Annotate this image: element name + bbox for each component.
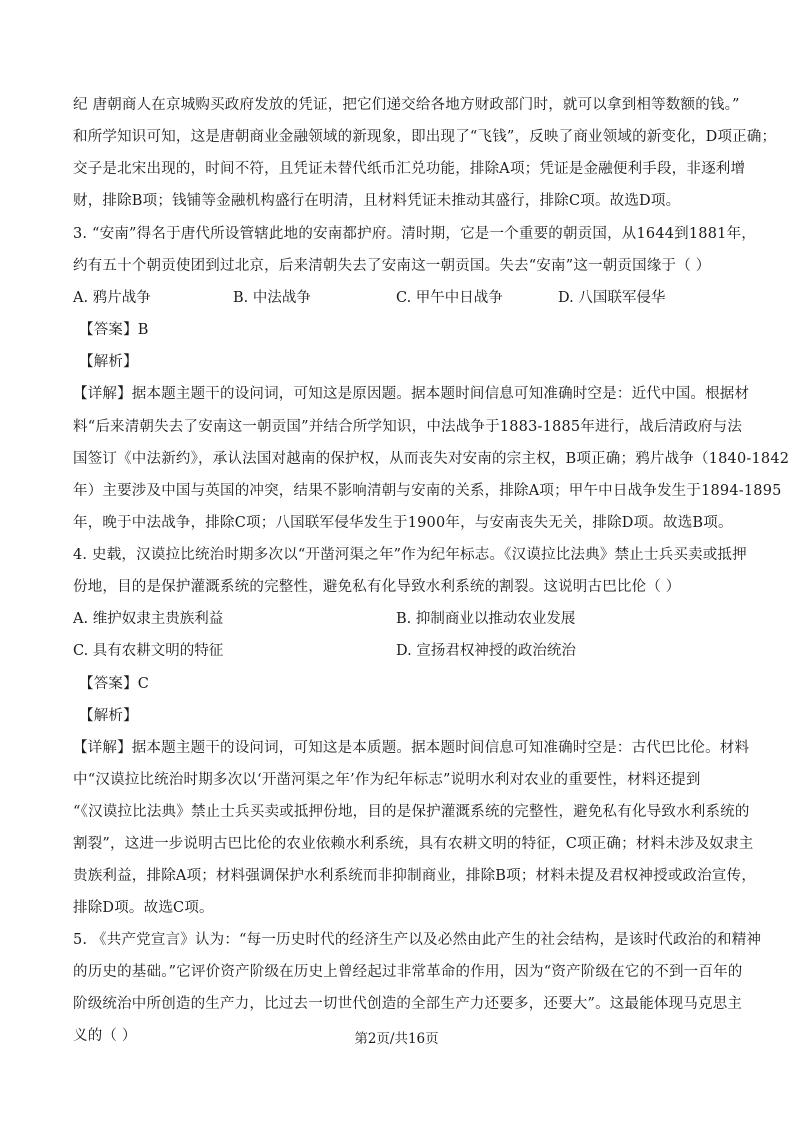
- explanation-line: 年）主要涉及中国与英国的冲突，结果不影响清朝与安南的关系，排除A项；甲午中日战争发生于1894-1895: [73, 483, 782, 499]
- q3-option-d: D. 八国联军侵华: [558, 290, 666, 306]
- question-3-stem: 约有五十个朝贡使团到过北京，后来清朝失去了安南这一朝贡国。失去“安南”这一朝贡国缘于（ ）: [73, 258, 711, 274]
- q4-option-a: A. 维护奴隶主贵族利益: [73, 611, 224, 627]
- explanation-line: 【详解】据本题主题干的设问词，可知这是本质题。据本题时间信息可知准确时空是：古代巴比伦。材料: [73, 740, 750, 756]
- explanation-line: 割裂”，这进一步说明古巴比伦的农业依赖水利系统，具有农耕文明的特征，C项正确；材料未涉及奴隶主: [73, 836, 754, 852]
- analysis-label: 【解析】: [79, 708, 138, 724]
- explanation-line: 年，晚于中法战争，排除C项；八国联军侵华发生于1900年，与安南丧失无关，排除D项。故选B项。: [73, 515, 733, 531]
- answer-label: 【答案】B: [79, 322, 149, 338]
- question-5-stem: 的历史的基础。”它评价资产阶级在历史上曾经起过非常革命的作用，因为“资产阶级在它的不到一百年的: [73, 964, 743, 980]
- q3-option-a: A. 鸦片战争: [73, 290, 151, 306]
- question-5-stem: 阶级统治中所创造的生产力，比过去一切世代创造的全部生产力还要多，还要大”。这最能体现马克思主: [73, 996, 743, 1012]
- analysis-label: 【解析】: [79, 354, 138, 370]
- text-line: 纪 唐朝商人在京城购买政府发放的凭证，把它们递交给各地方财政部门时，就可以拿到相等数额的钱。”: [73, 97, 740, 113]
- question-3-stem: 3. “安南”得名于唐代所设管辖此地的安南都护府。清时期，它是一个重要的朝贡国，从1644到1881年，: [73, 226, 756, 242]
- text-line: 财，排除B项；钱铺等金融机构盛行在明清，且材料凭证未推动其盛行，排除C项。故选D项。: [73, 193, 681, 209]
- q4-option-b: B. 抑制商业以推动农业发展: [396, 611, 576, 627]
- explanation-line: “《汉谟拉比法典》禁止士兵买卖或抵押份地，目的是保护灌溉系统的完整性，避免私有化导致水利系统的: [73, 804, 750, 820]
- q3-option-b: B. 中法战争: [233, 290, 311, 306]
- page-footer: 第2页/共16页: [354, 1031, 439, 1047]
- question-5-stem: 5. 《共产党宣言》认为：“每一历史时代的经济生产以及必然由此产生的社会结构，是该时代政治的和精神: [73, 932, 762, 948]
- question-5-stem: 义的（ ）: [73, 1028, 137, 1044]
- text-line: 交子是北宋出现的，时间不符，且凭证未替代纸币汇兑功能，排除A项；凭证是金融便利手段，非逐利增: [73, 161, 746, 177]
- question-4-stem: 4. 史载，汉谟拉比统治时期多次以“开凿河渠之年”作为纪年标志。《汉谟拉比法典》禁止士兵买卖或抵押: [73, 547, 747, 563]
- explanation-line: 料“后来清朝失去了安南这一朝贡国”并结合所学知识，中法战争于1883-1885年进行，战后清政府与法: [73, 419, 743, 435]
- explanation-line: 贵族利益，排除A项；材料强调保护水利系统而非抑制商业，排除B项；材料未提及君权神授或政治宣传，: [73, 868, 757, 884]
- answer-label: 【答案】C: [79, 676, 150, 692]
- explanation-line: 排除D项。故选C项。: [73, 900, 214, 916]
- explanation-line: 国签订《中法新约》，承认法国对越南的保护权，从而丧失对安南的宗主权，B项正确；鸦片战争（1840-1842: [73, 451, 790, 467]
- q3-option-c: C. 甲午中日战争: [396, 290, 503, 306]
- explanation-line: 中“汉谟拉比统治时期多次以‘开凿河渠之年’作为纪年标志”说明水利对农业的重要性，材料还提到: [73, 772, 701, 788]
- q4-option-c: C. 具有农耕文明的特征: [73, 643, 224, 659]
- text-line: 和所学知识可知，这是唐朝商业金融领域的新现象，即出现了“飞钱”，反映了商业领域的新变化，D项正确；: [73, 129, 777, 145]
- question-4-stem: 份地，目的是保护灌溉系统的完整性，避免私有化导致水利系统的割裂。这说明古巴比伦（ ）: [73, 579, 681, 595]
- explanation-line: 【详解】据本题主题干的设问词，可知这是原因题。据本题时间信息可知准确时空是：近代中国。根据材: [73, 386, 750, 402]
- q4-option-d: D. 宣扬君权神授的政治统治: [396, 643, 576, 659]
